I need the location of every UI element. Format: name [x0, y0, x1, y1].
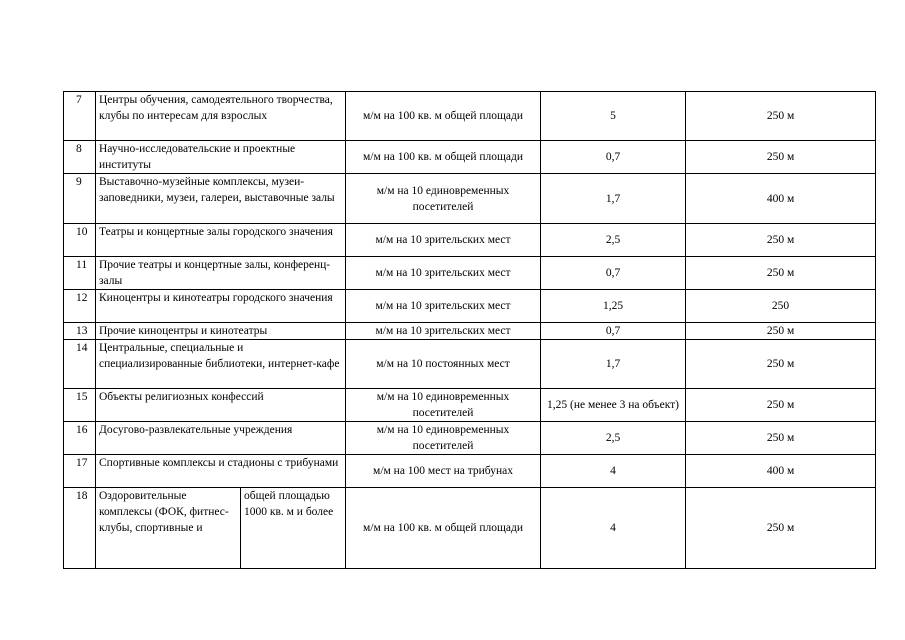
- unit-cell: м/м на 10 зрительских мест: [346, 224, 541, 257]
- distance-cell: 250 м: [686, 224, 876, 257]
- object-name: Театры и концертные залы городского значения: [96, 224, 346, 257]
- distance-cell: 250 м: [686, 92, 876, 141]
- table-row: [64, 224, 876, 257]
- distance-cell: 250 м: [686, 422, 876, 455]
- row-number: 8: [64, 141, 96, 174]
- unit-cell: м/м на 10 зрительских мест: [346, 290, 541, 323]
- table-row: [64, 422, 876, 455]
- object-name: Прочие театры и концертные залы, конференц-залы: [96, 257, 346, 290]
- norm-cell: 0,7: [541, 323, 686, 340]
- object-name: Прочие киноцентры и кинотеатры: [96, 323, 346, 340]
- object-name: Спортивные комплексы и стадионы с трибунами: [96, 455, 346, 488]
- object-subcategory: общей площадью 1000 кв. м и более: [241, 488, 346, 569]
- table-row: [64, 488, 876, 569]
- row-number: 9: [64, 174, 96, 224]
- norm-cell: 1,7: [541, 174, 686, 224]
- unit-cell: м/м на 10 зрительских мест: [346, 323, 541, 340]
- object-name: Оздоровительные комплексы (ФОК, фитнес-клубы, спортивные и: [96, 488, 241, 569]
- unit-cell: м/м на 10 единовременных посетителей: [346, 389, 541, 422]
- table-row: [64, 257, 876, 290]
- distance-cell: 250 м: [686, 257, 876, 290]
- table-row: [64, 389, 876, 422]
- distance-cell: 250 м: [686, 389, 876, 422]
- table-row: [64, 174, 876, 224]
- table-row: [64, 340, 876, 389]
- table-row: [64, 455, 876, 488]
- parking-norms-table: [63, 91, 876, 569]
- norm-cell: 1,25 (не менее 3 на объект): [541, 389, 686, 422]
- norm-cell: 2,5: [541, 422, 686, 455]
- row-number: 15: [64, 389, 96, 422]
- row-number: 11: [64, 257, 96, 290]
- distance-cell: 250: [686, 290, 876, 323]
- norm-cell: 4: [541, 455, 686, 488]
- object-name: Научно-исследовательские и проектные институты: [96, 141, 346, 174]
- norm-cell: 0,7: [541, 141, 686, 174]
- table-row: [64, 323, 876, 340]
- object-name: Центральные, специальные и специализированные библиотеки, интернет-кафе: [96, 340, 346, 389]
- norm-cell: 4: [541, 488, 686, 569]
- table-row: [64, 141, 876, 174]
- unit-cell: м/м на 100 кв. м общей площади: [346, 141, 541, 174]
- distance-cell: 250 м: [686, 488, 876, 569]
- unit-cell: м/м на 10 единовременных посетителей: [346, 174, 541, 224]
- norm-cell: 1,7: [541, 340, 686, 389]
- row-number: 10: [64, 224, 96, 257]
- distance-cell: 250 м: [686, 340, 876, 389]
- table-row: [64, 290, 876, 323]
- unit-cell: м/м на 100 мест на трибунах: [346, 455, 541, 488]
- norm-cell: 2,5: [541, 224, 686, 257]
- unit-cell: м/м на 100 кв. м общей площади: [346, 92, 541, 141]
- row-number: 14: [64, 340, 96, 389]
- norm-cell: 1,25: [541, 290, 686, 323]
- distance-cell: 400 м: [686, 455, 876, 488]
- norm-cell: 5: [541, 92, 686, 141]
- unit-cell: м/м на 10 постоянных мест: [346, 340, 541, 389]
- unit-cell: м/м на 10 единовременных посетителей: [346, 422, 541, 455]
- unit-cell: м/м на 100 кв. м общей площади: [346, 488, 541, 569]
- distance-cell: 250 м: [686, 141, 876, 174]
- object-name: Киноцентры и кинотеатры городского значения: [96, 290, 346, 323]
- object-name: Объекты религиозных конфессий: [96, 389, 346, 422]
- row-number: 18: [64, 488, 96, 569]
- object-name: Досугово-развлекательные учреждения: [96, 422, 346, 455]
- row-number: 17: [64, 455, 96, 488]
- row-number: 7: [64, 92, 96, 141]
- row-number: 13: [64, 323, 96, 340]
- table-body: [64, 92, 876, 569]
- distance-cell: 250 м: [686, 323, 876, 340]
- unit-cell: м/м на 10 зрительских мест: [346, 257, 541, 290]
- norm-cell: 0,7: [541, 257, 686, 290]
- distance-cell: 400 м: [686, 174, 876, 224]
- object-name: Выставочно-музейные комплексы, музеи-заповедники, музеи, галереи, выставочные залы: [96, 174, 346, 224]
- row-number: 16: [64, 422, 96, 455]
- row-number: 12: [64, 290, 96, 323]
- object-name: Центры обучения, самодеятельного творчества, клубы по интересам для взрослых: [96, 92, 346, 141]
- table-row: [64, 92, 876, 141]
